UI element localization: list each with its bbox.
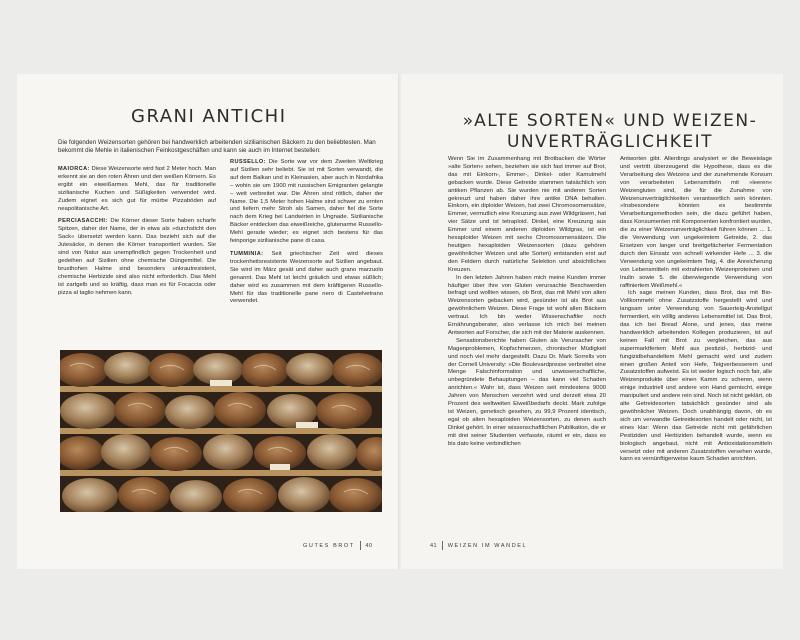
- right-column-2: [620, 156, 772, 464]
- page-number-right: 41: [430, 542, 438, 549]
- right-title-line-2: UNVERTRÄGLICHKEIT: [506, 132, 714, 152]
- book-gutter: [398, 74, 402, 569]
- paragraph: Ich sage meinen Kunden, dass Brot, das mit Bio-Vollkornmehl ohne Zusatzstoffe hergestellt wird und langsam unter Verwendung von Sauerteig-Anstellgut fermentiert, ein völlig anderes Lebensmittel ist. Das Brot, das ich bei Bread Alone, und jenes, das meine handwerklich arbeitenden Kollegen produzieren, ist auf keinen Fall mit Brot zu vergleichen, das aus supermarktfertem Mehl aus pestizid-, herbizid- und fungizidbehandeltem Mehl gemacht wird und zudem einen großen Anteil von Hefe, Teigverbesserern und Zusatzstoffen aufweist. Es ist weder logisch noch fair, alle Weizenprodukte über einen Kamm zu scheren, wenn einige industriell und andere von Hand gemischt, einige manipuliert und andere rein sind. Noch ist nicht geklärt, ob alte Getreidesorten tatsächlich gesünder sind als gewöhnlicher Weizen. Doch unabhängig davon, ob es sich um verwandte Getreidesorten handelt oder nicht, ist eines klar: Wenn das Getreide nicht mit gefährlichen Pestiziden und Herbiziden behandelt wurde, wenn es biologisch angebaut, nicht mit Antioxidationsmitteln versetzt oder mit anderen Zusatzstoffen versehen wurde, kann es vernünftigerweise kaum Schaden anrichten.: [620, 290, 772, 463]
- page-number-left: 40: [365, 542, 373, 549]
- bread-photo-svg: [60, 350, 382, 512]
- right-page-footer: [430, 541, 527, 550]
- footer-divider: [442, 541, 443, 550]
- left-page-title: GRANI ANTICHI: [131, 106, 287, 127]
- left-intro-paragraph: Die folgenden Weizensorten gehören bei handwerklich arbeitenden sizilianischen Bäckern zu den beliebtesten. Man bekommt die Mehle in italienischen Feinkostgeschäften und kann sie auch im Internet bestellen:: [58, 139, 376, 155]
- paragraph: Wenn Sie im Zusammenhang mit Brotbacken die Wörter »alte Sorten« sehen, beziehen sie sich fast immer auf Brot, das mit Einkorn-, Emmer-, Dinkel- oder Kamutmehl gebacken wurde. Diese Getreide stammen tatsächlich von antiken Pflanzen ab. Sie wurden nie mit anderen Sorten gekreuzt und haben daher ihre antike DNA behalten. Einkorn, ein diploider Weizen, hat zwei Chromosomensätze, Emmer, vermutlich eine Kreuzung aus zwei Wildgräsern, hat vier Sätze und ist tetraploid. Dinkel, eine Kreuzung aus Emmer und einem anderen diploiden Wildgras, ist ein hexaploider Weizen mit sechs Chromosomensätzen. Die heutigen hexaploiden Weizensorten (dazu gehören gewöhnlicher Weizen und alte Sorten) entstanden erst auf den Feldern durch natürliche Selektion und absichtliches Kreuzen.: [448, 156, 606, 273]
- left-column-2: [230, 159, 383, 311]
- entry-russello: RUSSELLO: Die Sorte war vor dem Zweiten Weltkrieg auf Sizilien sehr beliebt. Sie ist mit Sorten verwandt, die auf dem Balkan und in Kleinasien, aber auch in Nordafrika – wohin sie um 1900 mit russischen Emigranten gelangte – weit verbreitet war. Die Ähren sind rötlich, daher der Name. Die 1,5 Meter hohen Halme sind schwer zu ernten und liefern mehr Stroh als Samen, daher fiel die Sorte nach dem Krieg bei Landwirten in Ungnade. Sizilianische Bäcker entdecken das eiweißreiche, glutenarme Russello-Mehl gerade wieder; es eignet sich bestens für das feinporige sizilianische pane di casa.: [230, 159, 383, 245]
- running-head-right: WEIZEN IM WANDEL: [447, 542, 528, 549]
- right-page-title: [440, 111, 780, 153]
- running-head-left: GUTES BROT: [303, 542, 355, 549]
- paragraph: Sensationsberichte haben Gluten als Verursacher von Magenproblemen, Kopfschmerzen, chronischer Müdigkeit und noch viel mehr dargestellt. Dazu Dr. Mark Sorrells von der Cornell University: »Die Boulevardpresse verbreitet eine Menge Falschinformation und unwissenschaftliche, unbegründete Behauptungen – das kann viel Schaden anrichten.« Wahr ist, dass Weizen seit mindestens 9000 Jahren von Menschen verzehrt wird und derzeit etwa 20 Prozent des weltweiten Eiweißbedarfs deckt. Mark zufolge ist Weizen, genetisch gesehen, zu 99,9 Prozent identisch, egal ob alten hexaploiden Weizensorten, zu denen auch Dinkel gehört. In einer wissenschaftlichen Publikation, die er mit drei seiner Studenten verfasste, räumt er ein, dass es bis dato keine verbindlichen: [448, 337, 606, 447]
- entry-maiorca: MAIORCA: Diese Weizensorte wird fast 2 Meter hoch. Man erkennt sie an den roten Ähren und den weißen Körnern. Es ergibt ein eiweißarmes Mehl, das für traditionelle sizilianische Kuchen und Süßigkeiten verwendet wird. Zudem eignet es sich gut für mürbe Pizzaböden auf neapolitanische Art.: [58, 166, 216, 212]
- left-page-footer: [303, 541, 372, 550]
- paragraph: Antworten gibt. Allerdings analysiert er die Beweislage und vertritt überzeugend die Hypothese, dass es die Verarbeitung des Weizens und der zunehmende Konsum von verarbeiteten Lebensmitteln mit »leeren« Weizengluten sind, die für die Zunahme von Weizenunverträglichkeiten verantwortlich sein könnten. »Insbesondere könnten es bestimmte Verarbeitungsmethoden sein, die dazu geführt haben, dass Konsumenten mit Komponenten konfrontiert wurden, die zu einer Weizenunverträglichkeit führen können ... 1. die Verwendung von ungekeimtem Getreide, 2. das Ersetzen von langer und breitgefächerter Fermentation durch den Einsatz von schnell wirkender Hefe ... 3. die Verwendung von ungekeimtem Teig, 4. die Anreicherung von Lebensmitteln mit extrahierten Weizenproteinen und Inulin sowie 5. die überwiegende Verwendung von raffiniertem Weißmehl.«: [620, 156, 772, 289]
- bread-loaves-on-shelves-photo: [60, 350, 382, 512]
- entry-perciasacchi: PERCIASACCHI: Die Körner dieser Sorte haben scharfe Spitzen, daher der Name, der in etwa als »durchsticht den Sack« übersetzt werden kann. Das bezieht sich auf die Jutesäcke, in denen die Körner transportiert wurden. Sie sind von Natur aus unempfindlich gegen Trockenheit und gedeihen auf Sizilien ohne chemische Düngemittel. Die brusthohen Halme sind besonders unkrautresistent, chemische Herbizide sind also nicht erforderlich. Das Mehl ist zartgelb und so kräftig, dass man es für Focaccia oder pizza al taglio nehmen kann.: [58, 218, 216, 296]
- footer-divider: [360, 541, 361, 550]
- right-title-line-1: »ALTE SORTEN« UND WEIZEN-: [462, 111, 758, 131]
- entry-tumminia: TUMMINIA: Seit griechischer Zeit wird dieses trockenheitsresistente Weizensorte auf Sizilien angebaut. Sie wird im März gesät und daher auch grano marzuolo genannt. Das Mehl ist leicht gräulich und etwas süßlich; daher wird es zusammen mit dem kräftigeren Russello-Mehl für das traditionelle pane nero di Castelvetrano verwendet.: [230, 250, 383, 305]
- right-column-1: [448, 156, 606, 449]
- left-column-1: [58, 166, 216, 303]
- paragraph: In den letzten Jahren haben mich meine Kunden immer häufiger über ihre von Gluten verursachte Beschwerden befragt und wollten wissen, ob Brot, das mit Mehl von alten Weizensorten gebacken wird, gesünder ist als Brot aus gewöhnlichem Weizen. Diese Frage ist wohl allen Bäckern vertraut. Ich bin weder Wissenschaftler noch Ernährungsberater, also verlasse ich mich bei meinen Antworten auf Forscher, die sich mit der Materie auskennen.: [448, 274, 606, 336]
